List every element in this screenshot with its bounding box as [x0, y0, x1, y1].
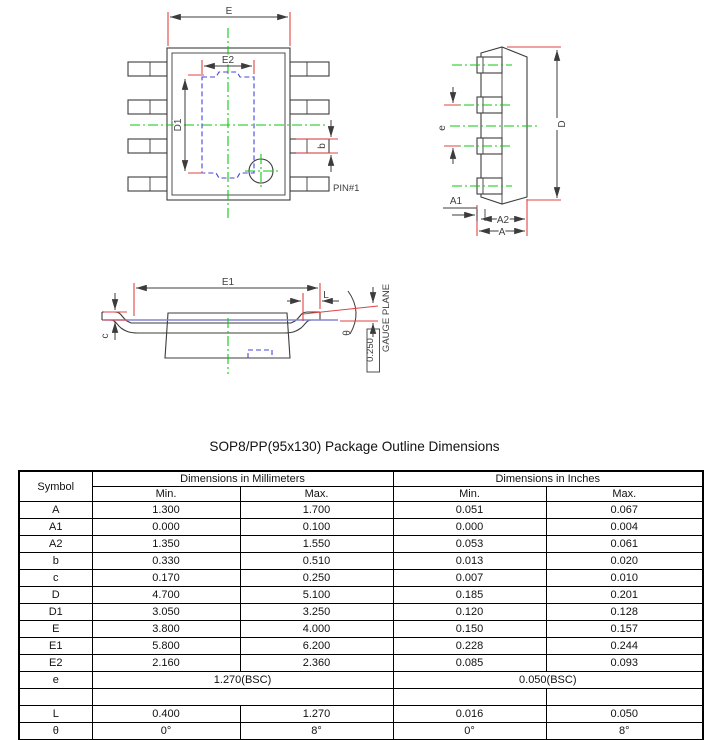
symbol-cell: A	[19, 502, 92, 519]
header-mm-group: Dimensions in Millimeters	[92, 471, 393, 487]
table-cell: 3.250	[240, 604, 393, 621]
table-cell: 5.800	[92, 638, 240, 655]
table-cell: 0.510	[240, 553, 393, 570]
table-cell: 1.270	[240, 706, 393, 723]
symbol-cell: L	[19, 706, 92, 723]
front-view	[100, 277, 392, 374]
table-cell: 0.128	[546, 604, 703, 621]
table-cell: 5.100	[240, 587, 393, 604]
pin1-label: PIN#1	[333, 183, 360, 194]
table-cell: 4.000	[240, 621, 393, 638]
table-cell: 0.185	[393, 587, 546, 604]
table-cell: 0.016	[393, 706, 546, 723]
table-cell: 0.100	[240, 519, 393, 536]
table-cell: 0.250	[240, 570, 393, 587]
table-cell: 0.067	[546, 502, 703, 519]
symbol-cell: D	[19, 587, 92, 604]
table-cell: 0.228	[393, 638, 546, 655]
table-cell	[546, 689, 703, 706]
table-cell: 0.010	[546, 570, 703, 587]
symbol-cell: θ	[19, 723, 92, 740]
table-cell: 0.000	[393, 519, 546, 536]
table-row-e-bsc	[19, 672, 703, 689]
symbol-cell: A2	[19, 536, 92, 553]
table-cell: 1.700	[240, 502, 393, 519]
table-cell: 0.007	[393, 570, 546, 587]
table-cell-in-bsc: 0.050(BSC)	[393, 672, 703, 689]
label-pad-width-E2: E2	[221, 55, 235, 66]
top-view	[128, 6, 359, 218]
table-cell: 0.093	[546, 655, 703, 672]
table-cell-mm-bsc: 1.270(BSC)	[92, 672, 393, 689]
table-cell	[92, 689, 393, 706]
symbol-cell: e	[19, 672, 92, 689]
header-mm-min: Min.	[92, 487, 240, 502]
header-in-group: Dimensions in Inches	[393, 471, 703, 487]
header-mm-max: Max.	[240, 487, 393, 502]
label-body-width-E: E	[225, 6, 233, 17]
table-cell: 6.200	[240, 638, 393, 655]
symbol-cell	[19, 689, 92, 706]
label-body-thickness-A2: A2	[496, 215, 510, 226]
symbol-cell: D1	[19, 604, 92, 621]
symbol-cell: c	[19, 570, 92, 587]
table-cell: 0°	[393, 723, 546, 740]
table-cell: 1.300	[92, 502, 240, 519]
label-gauge-plane: GAUGE PLANE	[381, 283, 392, 353]
label-overall-height-A: A	[498, 227, 506, 238]
table-cell: 1.550	[240, 536, 393, 553]
table-cell: 0.000	[92, 519, 240, 536]
table-subheader-row	[19, 487, 703, 502]
table-row	[19, 621, 703, 638]
header-symbol: Symbol	[19, 471, 92, 502]
label-gauge-offset: 0.250	[365, 338, 376, 362]
table-row-empty	[19, 689, 703, 706]
table-cell: 0.201	[546, 587, 703, 604]
label-pitch-e: e	[437, 125, 448, 131]
table-cell	[393, 689, 546, 706]
table-row	[19, 655, 703, 672]
table-cell: 0.157	[546, 621, 703, 638]
table-row	[19, 570, 703, 587]
label-foot-angle-theta: θ	[342, 330, 353, 336]
table-cell: 0.170	[92, 570, 240, 587]
table-cell: 0.050	[546, 706, 703, 723]
table-cell: 0.085	[393, 655, 546, 672]
symbol-cell: E	[19, 621, 92, 638]
table-cell: 3.050	[92, 604, 240, 621]
label-foot-length-L: L	[323, 290, 329, 301]
table-cell: 0.020	[546, 553, 703, 570]
label-package-length-D: D	[557, 120, 568, 128]
table-row	[19, 604, 703, 621]
table-cell: 0.061	[546, 536, 703, 553]
table-cell: 0.051	[393, 502, 546, 519]
table-cell: 8°	[240, 723, 393, 740]
table-cell: 0°	[92, 723, 240, 740]
table-cell: 0.120	[393, 604, 546, 621]
table-row	[19, 519, 703, 536]
dimensions-table	[18, 470, 704, 740]
theta-arc	[348, 291, 356, 334]
symbol-cell: E1	[19, 638, 92, 655]
table-cell: 0.150	[393, 621, 546, 638]
table-row	[19, 723, 703, 740]
table-row	[19, 706, 703, 723]
header-in-max: Max.	[546, 487, 703, 502]
table-cell: 2.160	[92, 655, 240, 672]
table-header-row	[19, 471, 703, 487]
table-cell: 8°	[546, 723, 703, 740]
table-row	[19, 638, 703, 655]
table-cell: 2.360	[240, 655, 393, 672]
header-in-min: Min.	[393, 487, 546, 502]
table-cell: 0.053	[393, 536, 546, 553]
table-cell: 3.800	[92, 621, 240, 638]
label-lead-span-E1: E1	[221, 277, 235, 288]
label-pad-length-D1: D1	[173, 118, 184, 132]
label-lead-thickness-c: c	[100, 333, 111, 339]
table-cell: 1.350	[92, 536, 240, 553]
side-view	[437, 47, 568, 238]
table-cell: 0.400	[92, 706, 240, 723]
table-row	[19, 536, 703, 553]
table-cell: 0.330	[92, 553, 240, 570]
label-standoff-A1: A1	[449, 196, 463, 207]
table-row	[19, 502, 703, 519]
table-row	[19, 553, 703, 570]
table-cell: 0.004	[546, 519, 703, 536]
table-cell: 0.244	[546, 638, 703, 655]
label-lead-width-b: b	[317, 143, 328, 149]
table-cell: 4.700	[92, 587, 240, 604]
table-row	[19, 587, 703, 604]
table-cell: 0.013	[393, 553, 546, 570]
symbol-cell: E2	[19, 655, 92, 672]
page-title: SOP8/PP(95x130) Package Outline Dimensions	[209, 439, 500, 454]
symbol-cell: b	[19, 553, 92, 570]
symbol-cell: A1	[19, 519, 92, 536]
